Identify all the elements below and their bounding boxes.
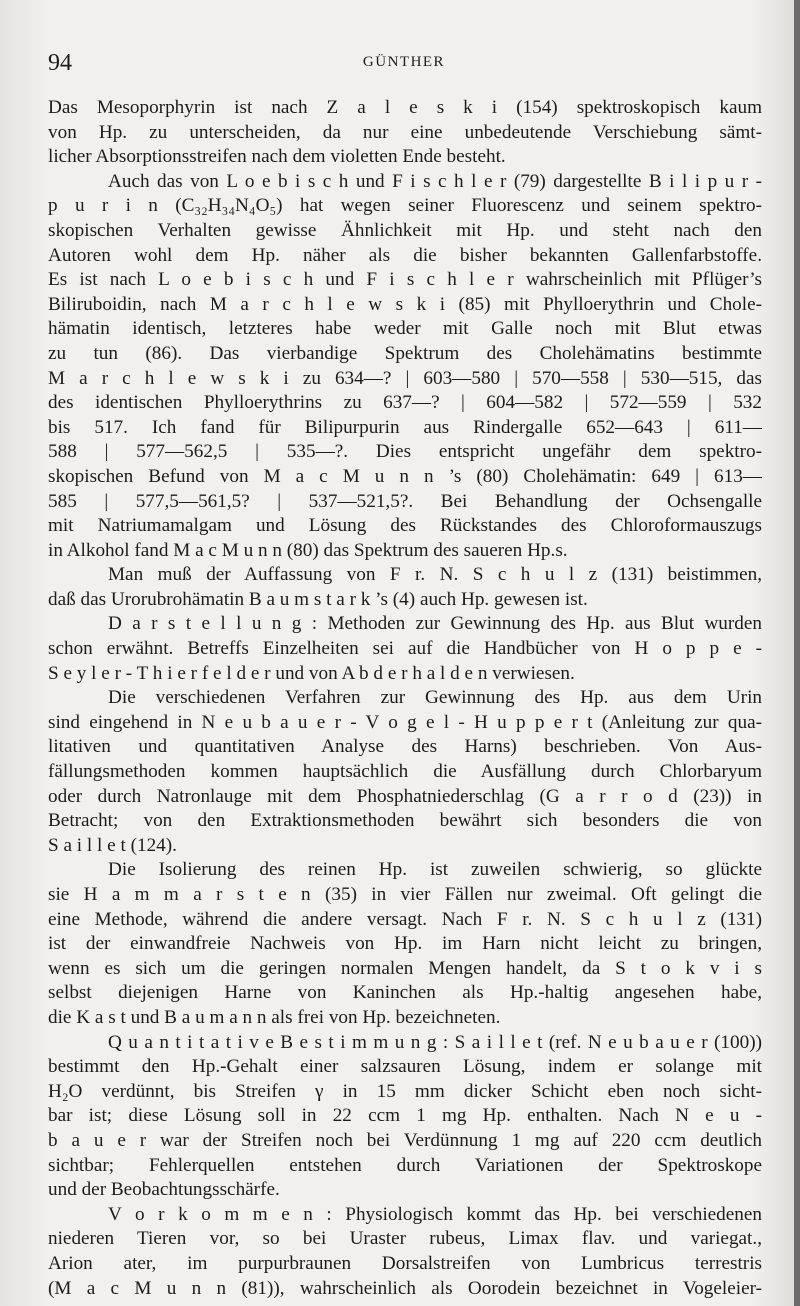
text-line: H₂O verdünnt, bis Streifen γ in 15 mm dicker Schicht eben noch sicht-	[48, 1080, 762, 1102]
text-line: daß das Urorubrohämatin B a u m s t a r k ’s (4) auch Hp. gewesen ist.	[48, 588, 588, 610]
text-line: S e y l e r - T h i e r f e l d e r und von A b d e r h a l d e n verwiesen.	[48, 662, 575, 684]
text-line: des identischen Phylloerythrins zu 637—? | 604—582 | 572—559 | 532	[48, 392, 762, 414]
text-line: sind eingehend in N e u b a u e r - V o g e l - H u p p e r t (Anleitung zur qua-	[48, 711, 762, 733]
text-line: sie H a m m a r s t e n (35) in vier Fällen nur zweimal. Oft gelingt die	[48, 884, 762, 905]
text-line: von Hp. zu unterscheiden, da nur eine unbedeutende Verschiebung sämt-	[48, 121, 762, 143]
text-line: eine Methode, während die andere versagt. Nach F r. N. S c h u l z (131)	[48, 908, 762, 930]
text-line: skopischen Befund von M a c M u n n ’s (80) Cholehämatin: 649 | 613—	[48, 465, 762, 487]
text-line: bestimmt den Hp.-Gehalt einer salzsauren Lösung, indem er solange mit	[48, 1056, 762, 1078]
text-line: Das Mesoporphyrin ist nach Z a l e s k i (154) spektroskopisch kaum	[48, 97, 762, 118]
text-line: ist der einwandfreie Nachweis von Hp. im Harn nicht leicht zu bringen,	[48, 933, 762, 955]
text-line: S a i l l e t (124).	[48, 834, 177, 856]
text-line: M a r c h l e w s k i zu 634—? | 603—580 | 570—558 | 530—515, das	[48, 367, 762, 389]
body-text	[48, 96, 762, 1301]
text-line: (M a c M u n n (81)), wahrscheinlich als Oorodein bezeichnet in Vogeleier-	[48, 1277, 762, 1299]
text-line: Man muß der Auffassung von F r. N. S c h u l z (131) beistimmen,	[108, 564, 762, 586]
text-line: Autoren wohl dem Hp. näher als die bisher bekannten Gallenfarbstoffe.	[48, 244, 762, 266]
text-line: Q u a n t i t a t i v e B e s t i m m u n g : S a i l l e t (ref. N e u b a u e r (100))	[108, 1031, 762, 1053]
text-line: Betracht; von den Extraktionsmethoden bewährt sich besonders die von	[48, 810, 762, 832]
text-line: Arion ater, im purpurbraunen Dorsalstreifen von Lumbricus terrestris	[48, 1252, 762, 1274]
text-line: oder durch Natronlauge mit dem Phosphatniederschlag (G a r r o d (23)) in	[48, 785, 762, 807]
text-line: skopischen Verhalten gewisse Ähnlichkeit mit Hp. und steht nach den	[48, 219, 762, 241]
text-line: 588 | 577—562,5 | 535—?. Dies entspricht ungefähr dem spektro-	[48, 441, 762, 463]
text-line: Die Isolierung des reinen Hp. ist zuweilen schwierig, so glückte	[108, 859, 762, 881]
page-number: 94	[48, 50, 72, 76]
text-line: Es ist nach L o e b i s c h und F i s c h l e r wahrscheinlich mit Pflüger’s	[48, 269, 762, 291]
text-line: Biliruboidin, nach M a r c h l e w s k i (85) mit Phylloerythrin und Chole-	[48, 293, 762, 315]
text-line: Auch das von L o e b i s c h und F i s c h l e r (79) dargestellte B i l i p u r -	[108, 170, 762, 192]
text-line: selbst diejenigen Harne von Kaninchen als Hp.-haltig angesehen habe,	[48, 982, 762, 1004]
text-line: bis 517. Ich fand für Bilipurpurin aus Rindergalle 652—643 | 611—	[48, 416, 762, 438]
text-line: zu tun (86). Das vierbandige Spektrum des Cholehämatins bestimmte	[48, 342, 762, 364]
text-line: b a u e r war der Streifen noch bei Verdünnung 1 mg auf 220 ccm deutlich	[48, 1129, 762, 1151]
text-line: hämatin identisch, letzteres habe weder mit Galle noch mit Blut etwas	[48, 318, 762, 340]
text-line: D a r s t e l l u n g : Methoden zur Gewinnung des Hp. aus Blut wurden	[108, 613, 762, 635]
text-line: bar ist; diese Lösung soll in 22 ccm 1 mg Hp. enthalten. Nach N e u -	[48, 1105, 762, 1127]
text-line: wenn es sich um die geringen normalen Mengen handelt, da S t o k v i s	[48, 957, 762, 979]
text-line: 585 | 577,5—561,5? | 537—521,5?. Bei Behandlung der Ochsengalle	[48, 490, 762, 512]
text-line: p u r i n (C₃₂H₃₄N₄O₅) hat wegen seiner Fluorescenz und seinem spektro-	[48, 195, 762, 217]
text-line: in Alkohol fand M a c M u n n (80) das Spektrum des saueren Hp.s.	[48, 539, 568, 561]
text-line: litativen und quantitativen Analyse des Harns) beschrieben. Von Aus-	[48, 736, 762, 758]
text-line: fällungsmethoden kommen hauptsächlich die Ausfällung durch Chlorbaryum	[48, 761, 762, 783]
page-gutter-shadow	[794, 0, 800, 1306]
text-line: V o r k o m m e n : Physiologisch kommt das Hp. bei verschiedenen	[108, 1203, 762, 1225]
text-line: mit Natriumamalgam und Lösung des Rückstandes des Chloroformauszugs	[48, 515, 762, 537]
text-line: die K a s t und B a u m a n n als frei von Hp. bezeichneten.	[48, 1006, 501, 1028]
text-line: schon erwähnt. Betreffs Einzelheiten sei auf die Handbücher von H o p p e -	[48, 638, 762, 660]
text-line: licher Absorptionsstreifen nach dem violetten Ende besteht.	[48, 146, 506, 168]
text-line: niederen Tieren vor, so bei Uraster rubeus, Limax flav. und variegat.,	[48, 1228, 762, 1250]
running-head: GÜNTHER	[362, 54, 446, 70]
page-header	[48, 50, 760, 80]
text-line: Die verschiedenen Verfahren zur Gewinnung des Hp. aus dem Urin	[108, 687, 762, 709]
text-line: sichtbar; Fehlerquellen entstehen durch Variationen der Spektroskope	[48, 1154, 762, 1176]
text-line: und der Beobachtungsschärfe.	[48, 1179, 280, 1201]
